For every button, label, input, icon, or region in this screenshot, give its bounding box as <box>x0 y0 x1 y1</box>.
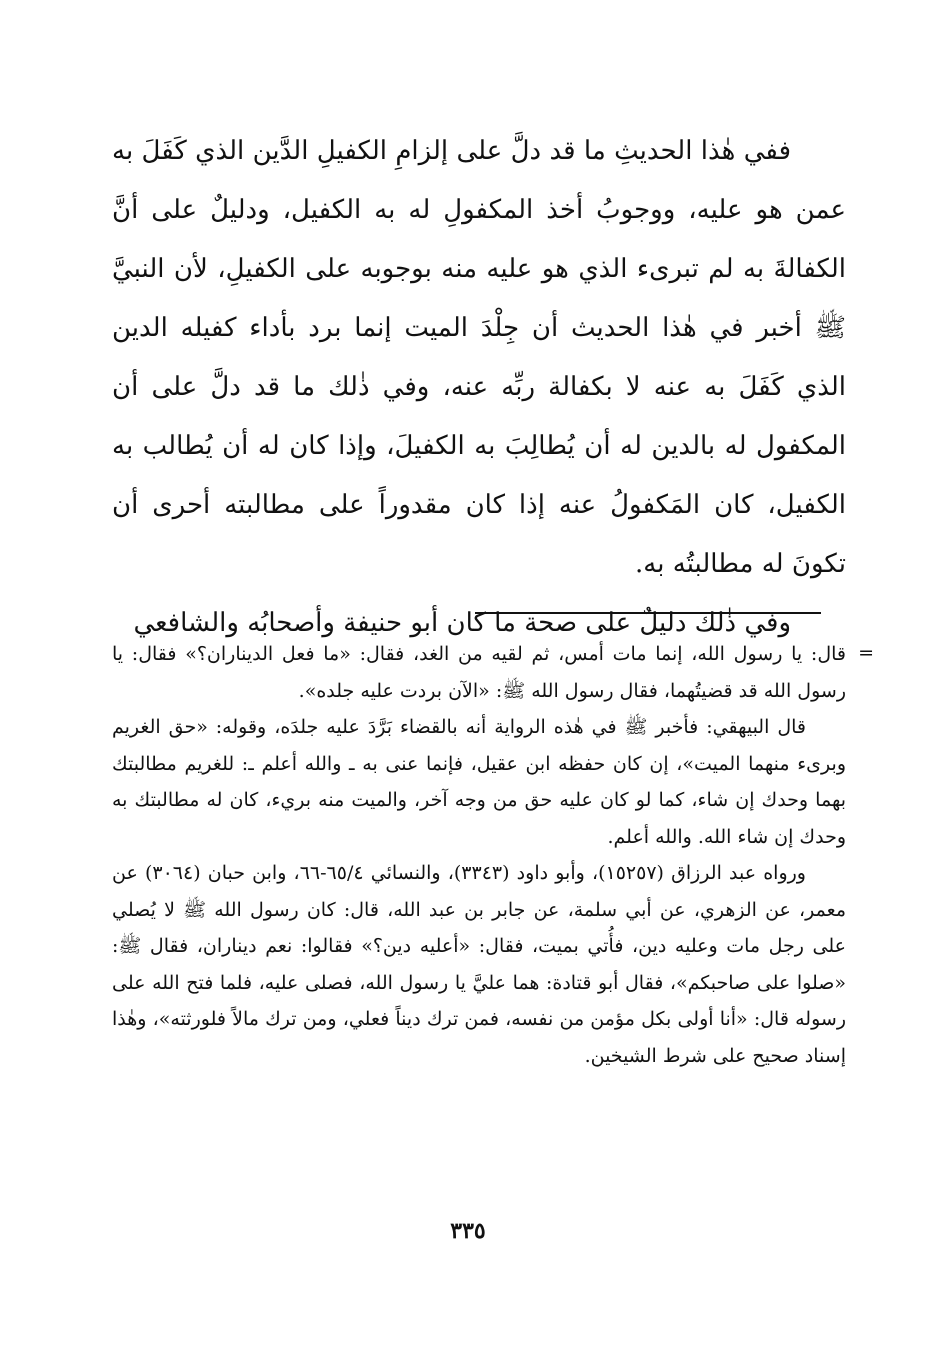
footnotes-section <box>112 636 874 1074</box>
main-paragraph-1: ففي هٰذا الحديثِ ما قد دلَّ على إلزامِ الكفيلِ الدَّين الذي كَفَلَ به عمن هو عليه، ووجوبُ أخذ المكفولِ له به الكفيل، ودليلٌ على أنَّ الكفالةَ به لم تبرىء الذي هو عليه منه بوجوبه على الكفيلِ، لأن النبيَّ ﷺ أخبر في هٰذا الحديث أن جِلْدَ الميت إنما برد بأداء كفيله الدين الذي كَفَلَ به عنه لا بكفالة ربِّه عنه، وفي ذٰلك ما قد دلَّ على أن المكفول له بالدين له أن يُطالِبَ به الكفيلَ، وإذا كان له أن يُطالب به الكفيل، كان المَكفولُ عنه إذا كان مقدوراً على مطالبته أحرى أن تكونَ له مطالبتُه به. <box>112 136 846 579</box>
page-number: ٣٣٥ <box>450 1218 486 1244</box>
main-text-body <box>112 122 846 653</box>
footnote-paragraph-2: قال البيهقي: فأخبر ﷺ في هٰذه الرواية أنه بالقضاء بَرَّدَ عليه جلدَه، وقوله: «حق الغريم وبرىء منهما الميت»، إن كان حفظه ابن عقيل، فإنما عنى به ـ والله أعلم ـ: للغريم مطالبتك بهما وحدك إن شاء، كما لو كان عليه حق من وجه آخر، والميت منه بريء، كان له مطالبتك به وحدك إن شاء الله. والله أعلم. <box>112 716 846 848</box>
main-paragraph-2: وفي ذٰلك دليلٌ على صحة ما كان أبو حنيفة وأصحابُه والشافعي <box>133 608 791 638</box>
footnote-continuation-marker: = <box>858 642 874 664</box>
footnote-separator <box>475 612 821 614</box>
footnote-paragraph-3: ورواه عبد الرزاق (١٥٢٥٧)، وأبو داود (٣٣٤٣)، والنسائي ٦٥/٤-٦٦، وابن حبان (٣٠٦٤) عن معمر، عن الزهري، عن أبي سلمة، عن جابر بن عبد الله، قال: كان رسول الله ﷺ لا يُصلي على رجل مات وعليه دين، فأُتي بميت، فقال: «أعليه دين؟» فقالوا: نعم ديناران، فقال ﷺ: «صلوا على صاحبكم»، فقال أبو قتادة: هما عليَّ يا رسول الله، فصلى عليه، فلما فتح الله على رسوله قال: «أنا أولى بكل مؤمن من نفسه، فمن ترك ديناً فعلي، ومن ترك مالاً فلورثته»، وهٰذا إسناد صحيح على شرط الشيخين. <box>112 862 846 1067</box>
footnote-paragraph-1: قال: يا رسول الله، إنما مات أمس، ثم لقيه من الغد، فقال: «ما فعل الديناران؟» فقال: يا رسول الله قد قضيتُهما، فقال رسول الله ﷺ: «الآن بردت عليه جلده». <box>112 643 846 702</box>
